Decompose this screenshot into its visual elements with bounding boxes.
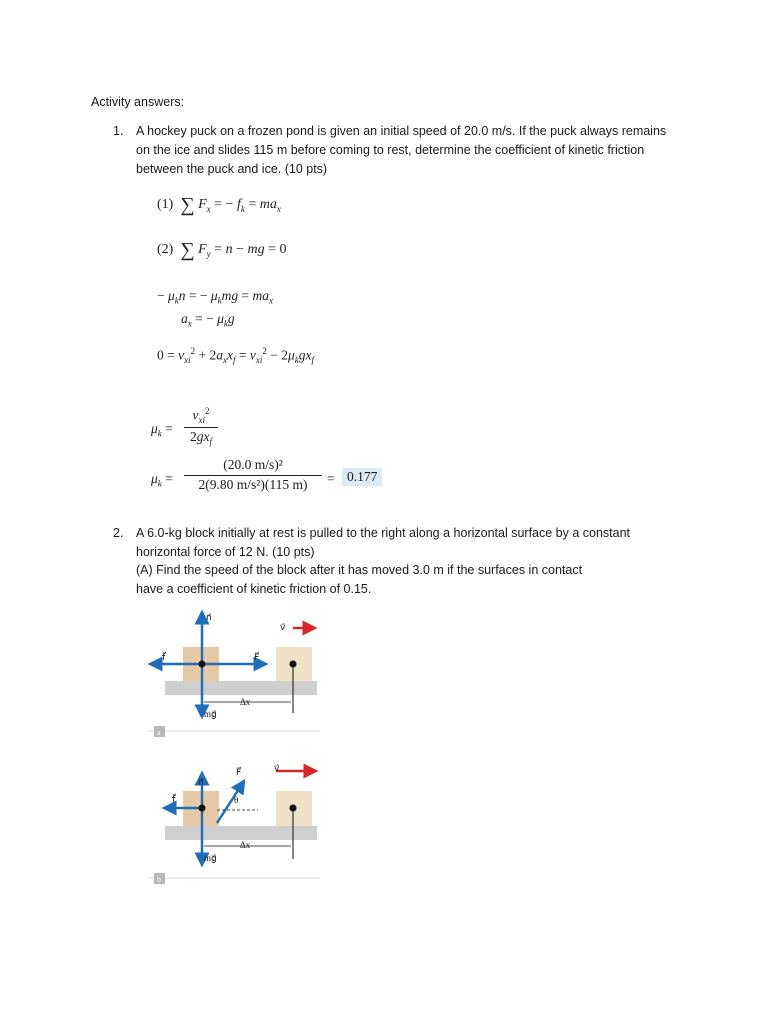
mu-symbol-2: $\mu_k$ = xyxy=(151,471,173,489)
ground-surface xyxy=(165,681,317,695)
q1-text-line2: on the ice and slides 115 m before coming to rest, determine the coefficient of kinetic friction xyxy=(136,143,645,157)
q2-text-line3: (A) Find the speed of the block after it has moved 3.0 m if the surfaces in contact xyxy=(136,563,583,577)
q1-text-line1: A hockey puck on a frozen pond is given an initial speed of 20.0 m/s. If the puck always remains xyxy=(136,124,667,138)
q1-number: 1. xyxy=(113,124,124,138)
equation-acceleration: $a_x$ = − $\mu_kg$ xyxy=(181,311,235,329)
dx-label: Δx xyxy=(240,697,251,707)
mg-label: mg⃗ xyxy=(204,709,217,719)
svg-text:θ: θ xyxy=(234,795,239,805)
f-label: f⃗ xyxy=(162,652,166,662)
center-dot-1 xyxy=(199,661,206,668)
label-b: b xyxy=(157,875,161,884)
equation-1: (1) ∑ $F_x$ = − $f_k = ma_x$ xyxy=(157,194,281,216)
n-label: n⃗ xyxy=(206,612,212,622)
page-heading: Activity answers: xyxy=(91,95,185,109)
F-label: F⃗ xyxy=(254,652,260,662)
equation-kinematics: $0 = v_{xi}^2 + 2a_xx_f = v_{xi}^2 - 2\mu_kgx_f$ xyxy=(157,346,315,366)
svg-text:mg⃗: mg⃗ xyxy=(204,853,217,863)
equation-friction: − $\mu_kn$ = − $\mu_kmg = ma_x$ xyxy=(157,288,274,306)
equation-2: (2) ∑ $F_y = n$ − mg = 0 xyxy=(157,239,287,261)
figure-a xyxy=(140,605,325,740)
q2-text-line2: horizontal force of 12 N. (10 pts) xyxy=(136,545,315,559)
fraction-symbolic: $v_{xi}^2$ $2gx_f$ xyxy=(184,406,218,447)
v-label: v⃗ xyxy=(280,622,286,632)
equals-sign: = xyxy=(327,471,335,486)
mu-symbol-1: $\mu_k$ = xyxy=(151,421,173,439)
svg-text:n⃗: n⃗ xyxy=(198,777,204,787)
figure-b xyxy=(140,755,325,890)
q2-text-line4: have a coefficient of kinetic friction of 0.15. xyxy=(136,582,372,596)
label-a: a xyxy=(157,728,161,737)
svg-text:f⃗: f⃗ xyxy=(172,794,176,804)
svg-text:v⃗: v⃗ xyxy=(274,763,280,773)
q1-text-line3: between the puck and ice. (10 pts) xyxy=(136,162,328,176)
svg-text:F⃗: F⃗ xyxy=(236,767,242,777)
answer-value: 0.177 xyxy=(342,468,382,486)
svg-text:Δx: Δx xyxy=(240,840,251,850)
fraction-numeric: $\frac{\text{(20.0 m/s)²}}{\text{2(9.80 m/s²)(115 m)}}$ xyxy=(184,457,322,493)
q2-number: 2. xyxy=(113,526,124,540)
q2-text-line1: A 6.0-kg block initially at rest is pulled to the right along a horizontal surface by a constant xyxy=(136,526,631,540)
